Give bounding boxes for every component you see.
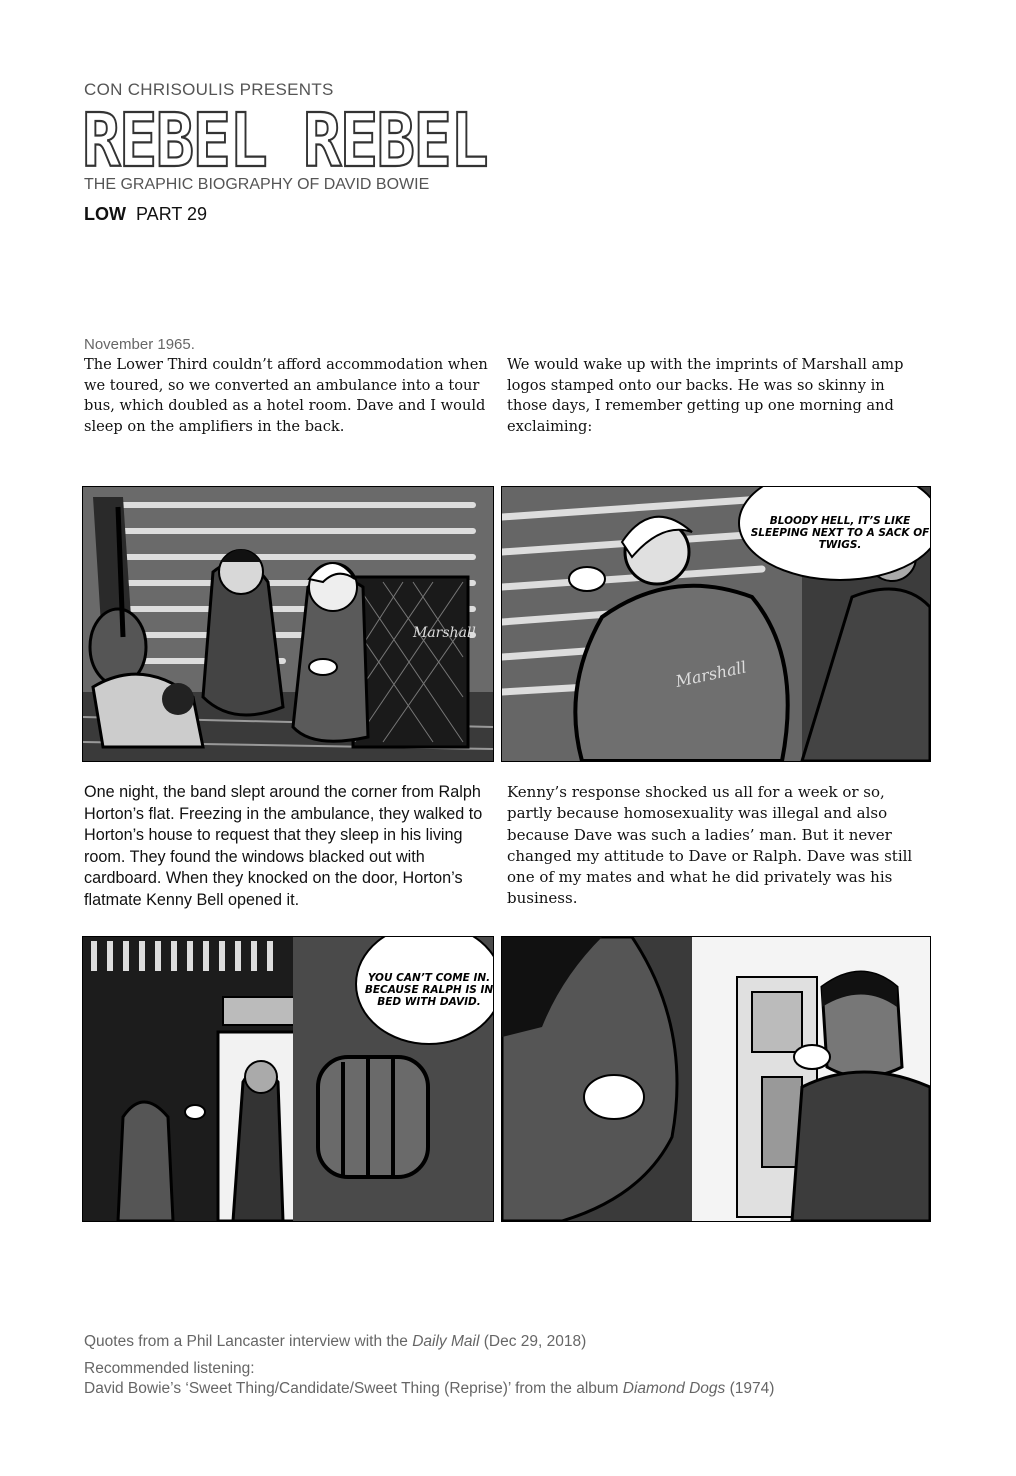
quotes-date: (Dec 29, 2018) (479, 1333, 587, 1350)
comic-title-text: REBEL REBEL (82, 102, 487, 174)
presents-line: CON CHRISOULIS PRESENTS (84, 80, 334, 99)
middle-text-right: Kenny’s response shocked us all for a week or so, partly because homosexuality was illegal and also because Dave was such a ladies’ man. But it never changed my attitude to Dave or Ralph. Dave was still one of my mates and what he did privately was his business. (507, 783, 913, 908)
speech-bubble-twigs: BLOODY HELL, IT’S LIKE SLEEPING NEXT TO A SACK OF TWIGS. (738, 486, 931, 581)
panel-band-sleeping-art (83, 487, 493, 761)
quotes-credit-text: Quotes from a Phil Lancaster interview with the (84, 1333, 413, 1350)
intro-text-right: We would wake up with the imprints of Marshall amp logos stamped onto our backs. He was so skinny in those days, I remember getting up one morning and exclaiming: (507, 356, 904, 435)
recommended-listening-label: Recommended listening: (84, 1360, 255, 1377)
panel-band-sleeping (82, 486, 494, 762)
listening-album: Diamond Dogs (622, 1380, 726, 1397)
panel-reaction-art (502, 937, 930, 1221)
part-label (84, 204, 207, 225)
listening-text: David Bowie’s ‘Sweet Thing/Candidate/Sweet Thing (Reprise)’ from the album (84, 1380, 623, 1397)
date-caption: November 1965. (84, 336, 195, 353)
panel-doorway (82, 936, 494, 1222)
intro-text-left: The Lower Third couldn’t afford accommodation when we toured, so we converted an ambulance into a tour bus, which doubled as a hotel room. Dave and I would sleep on the amplifiers in the back. (84, 356, 488, 435)
amp-logo-1: Marshall (413, 625, 476, 641)
panel-reaction (501, 936, 931, 1222)
speech-bubble-cant-come-in: YOU CAN’T COME IN. BECAUSE RALPH IS IN BED WITH DAVID. (355, 936, 494, 1045)
part-name: LOW (84, 204, 126, 224)
subtitle: THE GRAPHIC BIOGRAPHY OF DAVID BOWIE (84, 176, 430, 193)
comic-title (80, 102, 500, 174)
middle-text-left: One night, the band slept around the corner from Ralph Horton’s flat. Freezing in the ambulance, they walked to Horton’s house to request that they sleep in his living room. They found the windows blacked out with cardboard. When they knocked on the door, Horton’s flatmate Kenny Bell opened it. (84, 783, 483, 909)
recommended-listening (84, 1378, 774, 1399)
listening-year: (1974) (725, 1380, 775, 1397)
part-number: PART 29 (136, 204, 208, 224)
quotes-credit (84, 1331, 586, 1352)
amp-logo-2: Marshall (673, 657, 749, 691)
quotes-publication: Daily Mail (412, 1333, 480, 1350)
panel-sack-of-twigs (501, 486, 931, 762)
